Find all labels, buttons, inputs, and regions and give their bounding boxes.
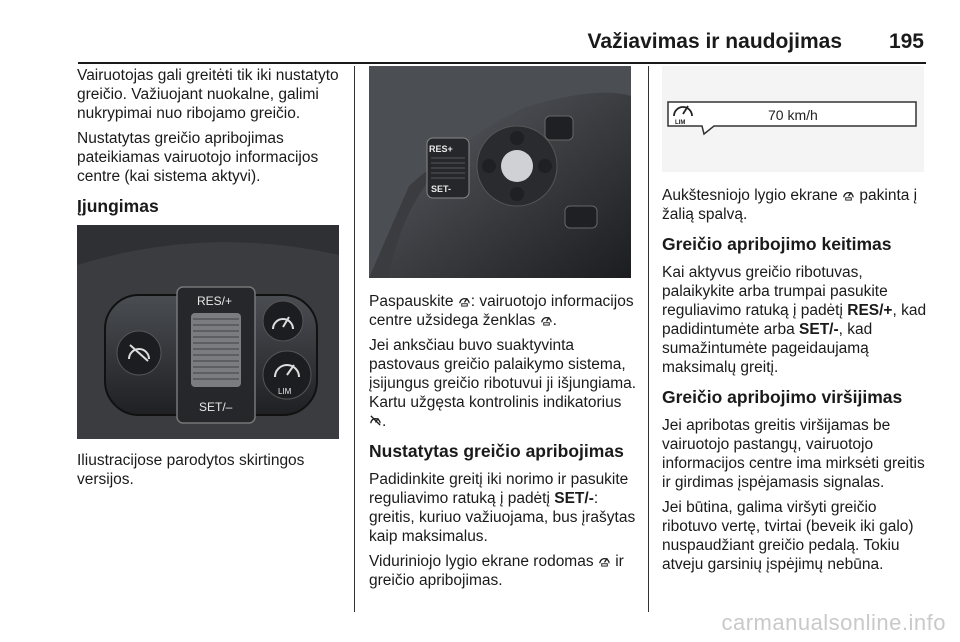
speed-limiter-icon xyxy=(842,188,855,201)
steering-switch-figure-1 xyxy=(77,225,339,439)
column-2 xyxy=(369,66,637,596)
control-wheel[interactable] xyxy=(191,313,241,387)
column-divider xyxy=(354,66,355,612)
page-number: 195 xyxy=(888,30,924,53)
heading-change-limit: Greičio apribojimo keitimas xyxy=(662,234,892,254)
paragraph: Jei būtina, galima viršyti greičio ribotuvo vertę, tvirtai (beveik iki galo) nuspaudžiant greičio pedalą. Tokiu atveju garsinių įspėjimų nebūna. xyxy=(662,499,914,573)
paragraph: Kai aktyvus greičio ribotuvas, palaikykite arba trumpai pasukite reguliavimo ratuką į padėtį RES/+, kad padidintumėte arba SET/-, kad sumažintumėte pageidaujamą maksimalų greitį. xyxy=(662,264,927,376)
lim-label: LIM xyxy=(675,120,686,126)
res-label: RES/+ xyxy=(197,294,233,308)
set-label: SET/– xyxy=(199,400,233,414)
mode-button[interactable] xyxy=(510,131,524,145)
phone-button[interactable] xyxy=(565,206,597,228)
column-1 xyxy=(77,66,341,495)
section-title: Važiavimas ir naudojimas xyxy=(587,30,842,53)
speed-limiter-icon xyxy=(598,554,611,567)
watermark: carmanualsonline.info xyxy=(721,610,946,635)
driver-info-display-figure xyxy=(662,66,924,172)
figure-caption: Iliustracijose parodytos skirtingos versijos. xyxy=(77,452,305,488)
page-header xyxy=(78,22,926,64)
paragraph: Paspauskite : vairuotojo informacijos centre užsidega ženklas . xyxy=(369,293,634,329)
heading-enable: Įjungimas xyxy=(77,196,159,216)
paragraph: Vairuotojas gali greitėti tik iki nustatyto greičio. Važiuojant nuokalne, galimi nukrypimai nuo ribojamo greičio. xyxy=(77,67,339,122)
paragraph: Aukštesniojo lygio ekrane pakinta į žalią spalvą. xyxy=(662,187,918,223)
set-label: SET- xyxy=(431,184,452,194)
cruise-button[interactable] xyxy=(482,159,496,173)
limiter-button[interactable] xyxy=(538,159,552,173)
speed-limiter-icon xyxy=(458,294,471,307)
res-label: RES+ xyxy=(429,144,453,154)
lim-label: LIM xyxy=(278,387,292,396)
paragraph: Jei anksčiau buvo suaktyvinta pastovaus greičio palaikymo sistema, įsijungus greičio ribotuvui ji išjungiama. Kartu užgęsta kontrolinis indikatorius . xyxy=(369,337,637,430)
cruise-control-indicator-icon xyxy=(369,414,382,427)
paragraph: Jei apribotas greitis viršijamas be vairuotojo pastangų, vairuotojo informacijos centre ima mirksėti greitis ir girdimas įspėjamasis signalas. xyxy=(662,417,925,491)
limit-speed-value: 70 km/h xyxy=(768,107,818,123)
voice-button[interactable] xyxy=(545,116,573,140)
heading-exceed-limit: Greičio apribojimo viršijimas xyxy=(662,387,903,407)
paragraph: Nustatytas greičio apribojimas pateikiamas vairuotojo informacijos centre (kai sistema aktyvi). xyxy=(77,130,319,185)
speed-limiter-icon xyxy=(540,313,553,326)
paragraph: Padidinkite greitį iki norimo ir pasukite reguliavimo ratuką į padėtį SET/-: greitis, kuriuo važiuojama, bus įrašytas kaip maksimalus. xyxy=(369,471,636,545)
steering-switch-figure-2 xyxy=(369,66,631,278)
heading-set-limit: Nustatytas greičio apribojimas xyxy=(369,441,624,461)
center-knob[interactable] xyxy=(501,150,533,182)
column-divider xyxy=(648,66,649,612)
paragraph: Viduriniojo lygio ekrane rodomas ir greičio apribojimas. xyxy=(369,553,624,589)
column-3 xyxy=(662,66,930,580)
settings-button[interactable] xyxy=(510,187,524,201)
